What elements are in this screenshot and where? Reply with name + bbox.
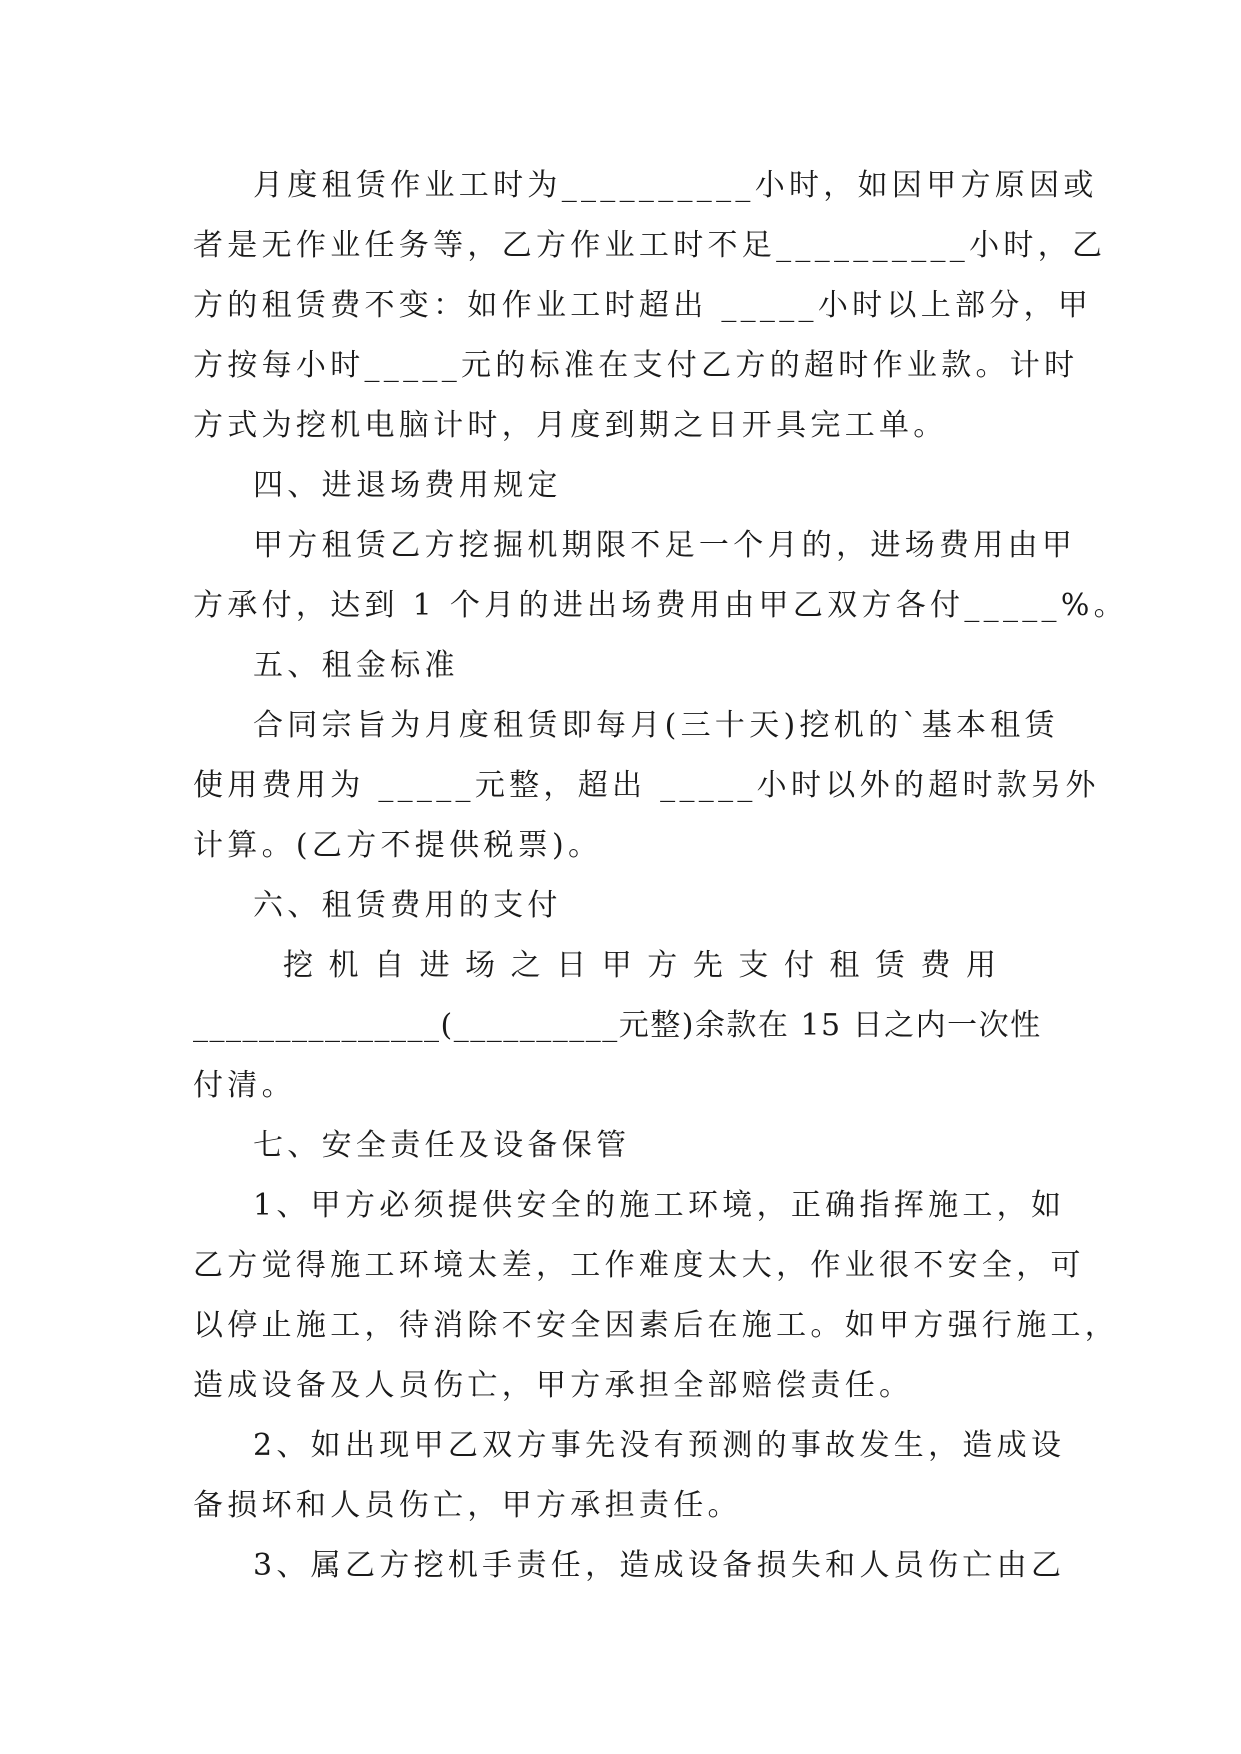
section-heading-6: 六、租赁费用的支付 (253, 888, 562, 923)
paragraph-line: 方式为挖机电脑计时，月度到期之日开具完工单。 (193, 408, 948, 443)
paragraph-line: 乙方觉得施工环境太差，工作难度太大，作业很不安全，可 (193, 1248, 1085, 1283)
section-heading-7: 七、安全责任及设备保管 (253, 1128, 631, 1163)
paragraph-line: 合同宗旨为月度租赁即每月(三十天)挖机的`基本租赁 (253, 708, 1059, 743)
paragraph-line: 2、如出现甲乙双方事先没有预测的事故发生，造成设 (253, 1428, 1066, 1463)
paragraph-line: 方承付，达到 1 个月的进出场费用由甲乙双方各付_____%。 (193, 588, 1128, 623)
paragraph-line: 3、属乙方挖机手责任，造成设备损失和人员伤亡由乙 (253, 1548, 1066, 1583)
paragraph-line: 甲方租赁乙方挖掘机期限不足一个月的，进场费用由甲 (253, 528, 1077, 563)
paragraph-line: _______________(__________元整)余款在 15 日之内一次性 (193, 1008, 1042, 1043)
paragraph-line: 使用费用为 _____元整，超出 _____小时以外的超时款另外 (193, 768, 1100, 803)
paragraph-line: 以停止施工，待消除不安全因素后在施工。如甲方强行施工， (193, 1308, 1120, 1343)
paragraph-line: 月度租赁作业工时为__________小时，如因甲方原因或 (253, 168, 1098, 203)
paragraph-line: 挖 机 自 进 场 之 日 甲 方 先 支 付 租 赁 费 用 (283, 948, 1000, 983)
section-heading-5: 五、租金标准 (253, 648, 459, 683)
paragraph-line: 方按每小时_____元的标准在支付乙方的超时作业款。计时 (193, 348, 1079, 383)
paragraph-line: 1、甲方必须提供安全的施工环境，正确指挥施工，如 (253, 1188, 1066, 1223)
paragraph-line: 者是无作业任务等，乙方作业工时不足__________小时，乙 (193, 228, 1107, 263)
paragraph-line: 造成设备及人员伤亡，甲方承担全部赔偿责任。 (193, 1368, 914, 1403)
section-heading-4: 四、进退场费用规定 (253, 468, 562, 503)
paragraph-line: 方的租赁费不变：如作业工时超出 _____小时以上部分，甲 (193, 288, 1093, 323)
paragraph-line: 计算。(乙方不提供税票)。 (193, 828, 603, 863)
paragraph-line: 付清。 (193, 1068, 296, 1103)
paragraph-line: 备损坏和人员伤亡，甲方承担责任。 (193, 1488, 742, 1523)
